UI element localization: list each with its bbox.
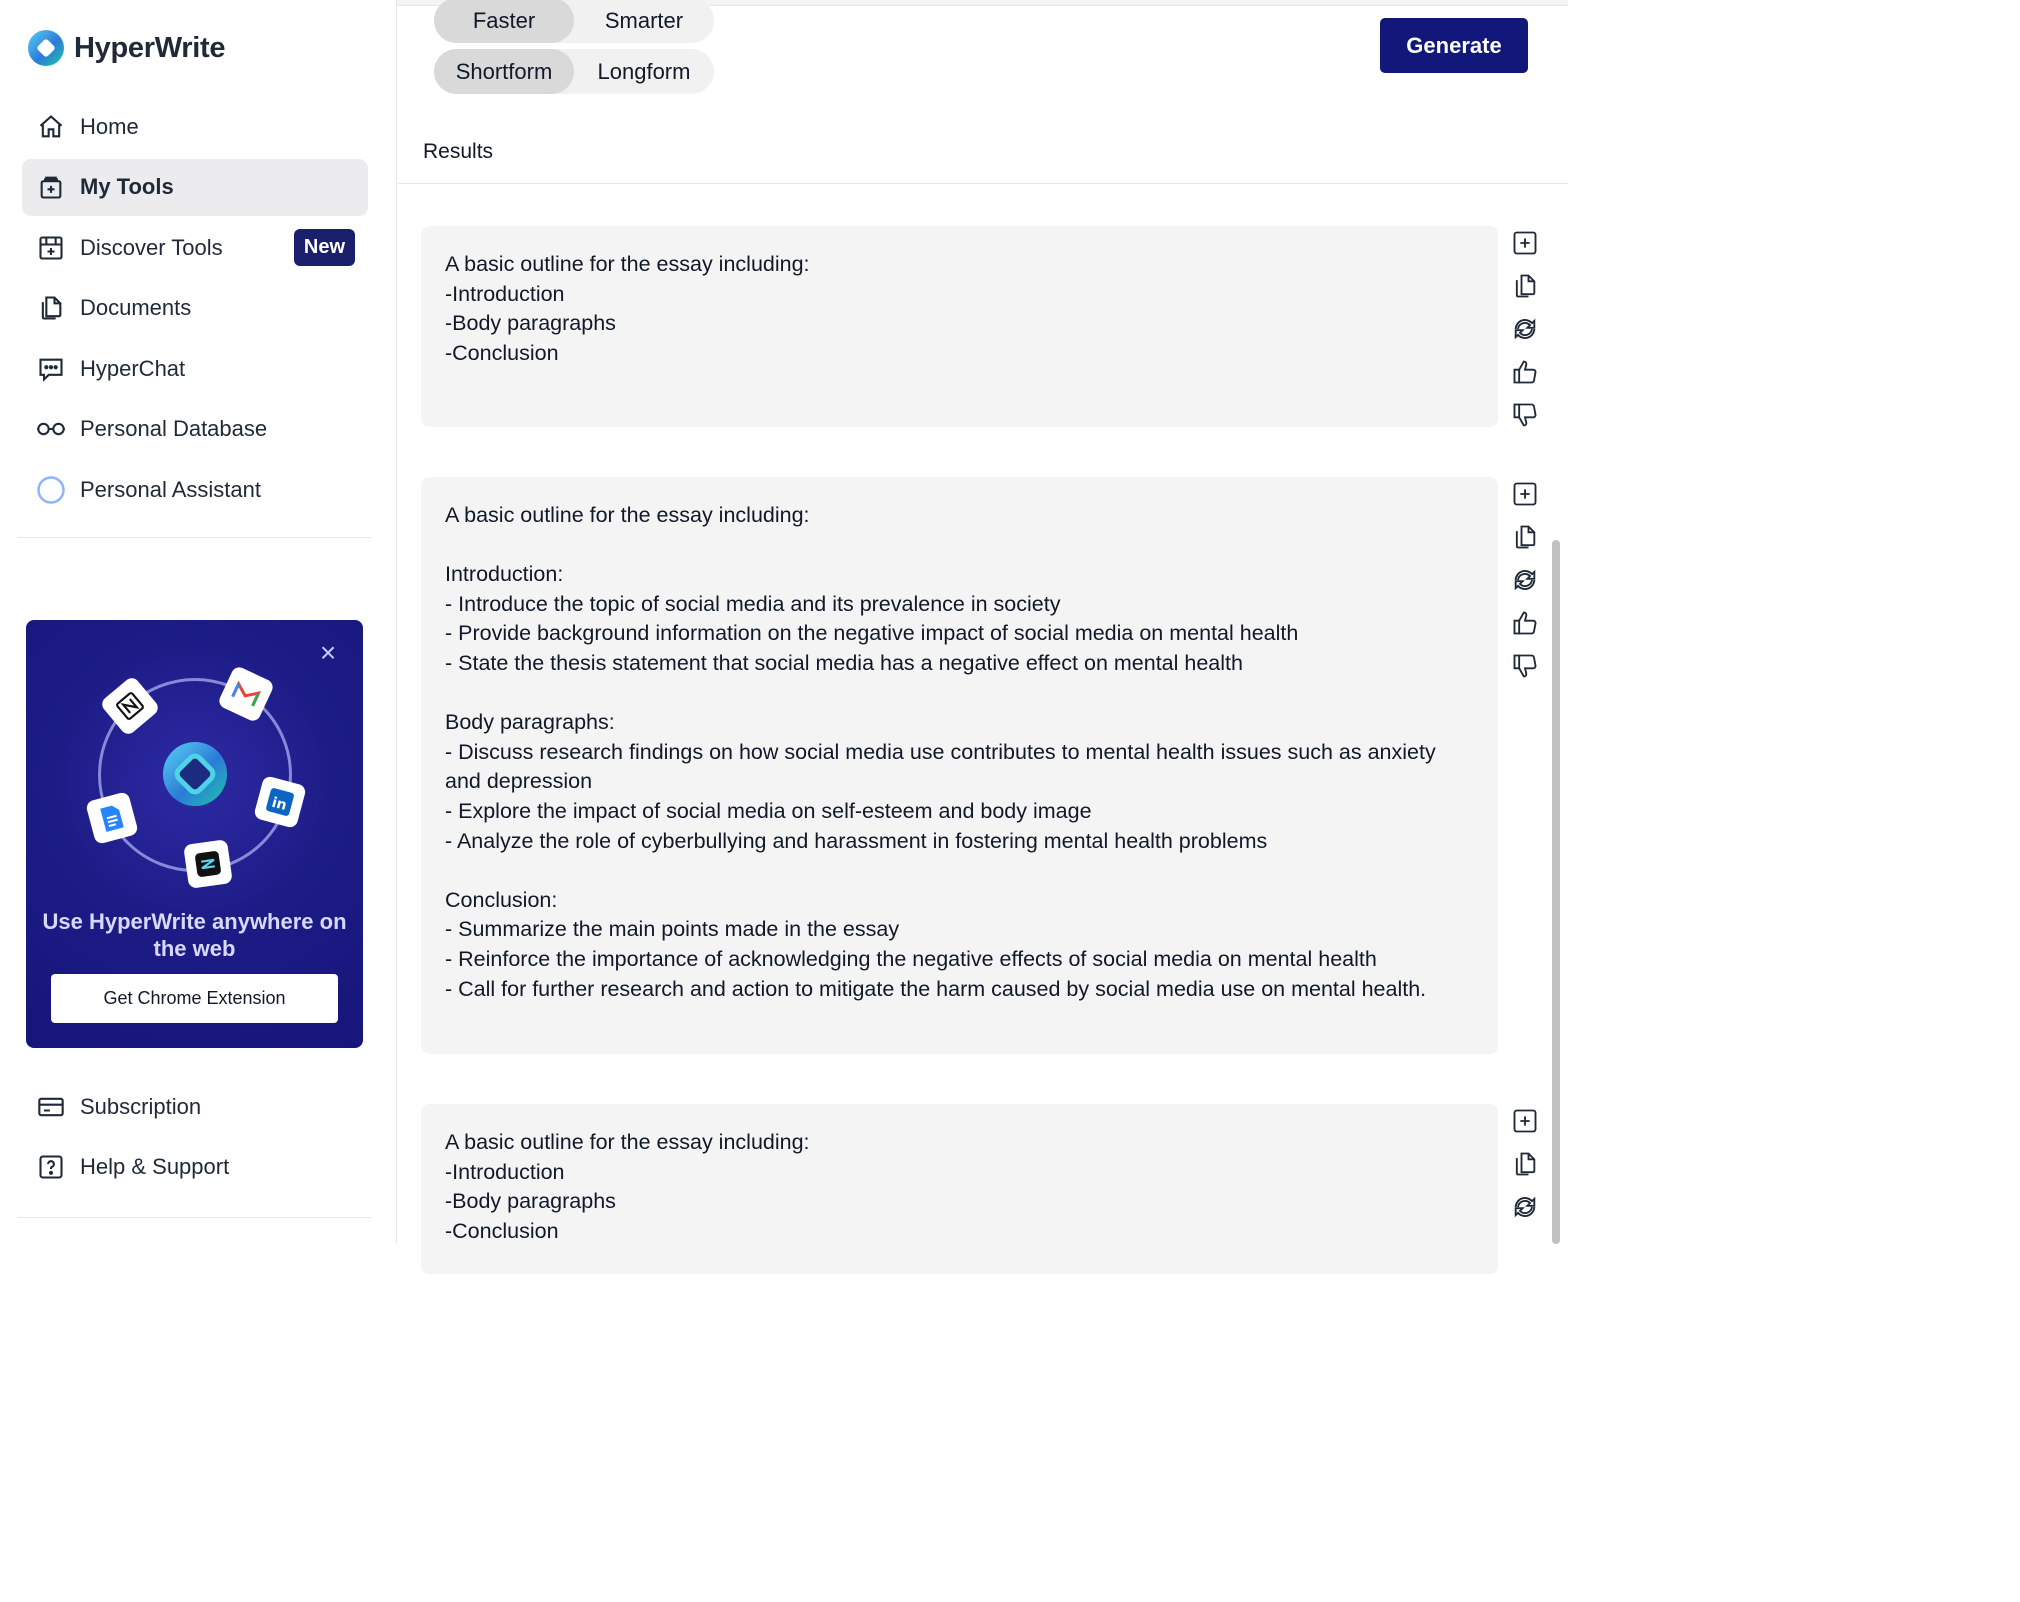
speed-toggle	[434, 0, 714, 43]
result-actions	[1508, 226, 1542, 441]
help-icon	[36, 1152, 66, 1182]
thumbs-up-icon[interactable]	[1508, 355, 1542, 389]
app-logo[interactable]	[28, 30, 225, 66]
generate-button[interactable]: Generate	[1380, 18, 1528, 73]
length-toggle	[434, 49, 714, 94]
result-card	[421, 226, 1498, 427]
svg-text:in: in	[269, 794, 289, 815]
result-card	[421, 477, 1498, 1054]
sidebar-item-documents[interactable]	[22, 280, 368, 337]
sidebar	[0, 0, 397, 1244]
copy-icon[interactable]	[1508, 1147, 1542, 1181]
promo-text: Use HyperWrite anywhere on the web	[42, 909, 347, 961]
result-card	[421, 1104, 1498, 1274]
thumbs-down-icon[interactable]	[1508, 398, 1542, 432]
sidebar-item-personal-assistant[interactable]	[22, 462, 368, 519]
sidebar-item-label: Subscription	[80, 1093, 202, 1119]
sidebar-item-subscription[interactable]	[22, 1078, 368, 1135]
zendesk-icon	[183, 839, 233, 889]
sidebar-item-label: Personal Database	[80, 416, 268, 442]
copy-icon[interactable]	[1508, 520, 1542, 554]
result-text: A basic outline for the essay including: -Introduction -Body paragraphs -Conclusion	[445, 1130, 810, 1243]
sidebar-item-my-tools[interactable]	[22, 159, 368, 216]
get-chrome-extension-button[interactable]: Get Chrome Extension	[51, 974, 338, 1023]
chrome-extension-promo	[26, 620, 363, 1048]
regenerate-icon[interactable]	[1508, 1190, 1542, 1224]
app-name: HyperWrite	[74, 31, 226, 64]
new-badge: New	[294, 229, 355, 266]
result-actions	[1508, 477, 1542, 692]
result-actions	[1508, 1104, 1542, 1233]
discover-icon	[36, 233, 66, 263]
sidebar-item-label: Home	[80, 113, 139, 139]
thumbs-up-icon[interactable]	[1508, 606, 1542, 640]
thumbs-down-icon[interactable]	[1508, 649, 1542, 683]
home-icon	[36, 112, 66, 142]
add-icon[interactable]	[1508, 226, 1542, 260]
sidebar-item-label: Documents	[80, 295, 192, 321]
result-text: A basic outline for the essay including: -Introduction -Body paragraphs -Conclusion	[445, 252, 810, 365]
results-divider	[398, 183, 1568, 184]
chat-icon	[36, 354, 66, 384]
copy-icon[interactable]	[1508, 269, 1542, 303]
results-heading: Results	[423, 140, 494, 163]
sidebar-bottom-nav	[22, 1078, 368, 1199]
regenerate-icon[interactable]	[1508, 563, 1542, 597]
glasses-icon	[36, 414, 66, 444]
sidebar-item-personal-database[interactable]	[22, 401, 368, 458]
regenerate-icon[interactable]	[1508, 312, 1542, 346]
sidebar-item-label: Help & Support	[80, 1154, 230, 1180]
hyperwrite-logo-icon	[163, 742, 227, 806]
documents-icon	[36, 293, 66, 323]
sidebar-item-home[interactable]	[22, 98, 368, 155]
option-smarter[interactable]: Smarter	[604, 7, 684, 33]
sidebar-item-label: Discover Tools	[80, 234, 223, 260]
option-longform[interactable]: Longform	[597, 58, 691, 84]
close-icon[interactable]: ×	[319, 637, 337, 668]
sidebar-item-help-support[interactable]	[22, 1139, 368, 1196]
sidebar-nav	[22, 98, 368, 522]
option-shortform[interactable]: Shortform	[434, 49, 574, 94]
add-icon[interactable]	[1508, 1104, 1542, 1138]
add-icon[interactable]	[1508, 477, 1542, 511]
sidebar-divider	[18, 537, 372, 538]
option-faster[interactable]: Faster	[434, 0, 574, 43]
scrollbar[interactable]	[1552, 540, 1560, 1244]
assistant-ring-icon	[36, 475, 66, 505]
sidebar-divider	[18, 1217, 372, 1218]
sidebar-item-discover-tools[interactable]	[22, 219, 368, 276]
sidebar-item-label: My Tools	[80, 174, 174, 200]
sidebar-item-hyperchat[interactable]	[22, 340, 368, 397]
tools-icon	[36, 172, 66, 202]
result-text: A basic outline for the essay including: Introduction: - Introduce the topic of social media and its prevalence in society - Provide background information on the negative impact of social media on mental health - State the thesis statement that social media has a negative effect on mental health Body paragraphs: - Discuss research findings on how social media use contributes to mental health issues such as anxiety and depression - Explore the impact of social media on self-esteem and body image - Analyze the role of cyberbullying and harassment in fostering mental health problems Conclusion: - Summarize the main points made in the essay - Reinforce the importance of acknowledging the negative effects of social media on mental health - Call for further research and action to mitigate the harm caused by social media use on mental health.	[445, 503, 1436, 1001]
sidebar-item-label: Personal Assistant	[80, 477, 261, 503]
card-icon	[36, 1092, 66, 1122]
sidebar-item-label: HyperChat	[80, 355, 186, 381]
hyperwrite-logo-icon	[28, 30, 64, 66]
